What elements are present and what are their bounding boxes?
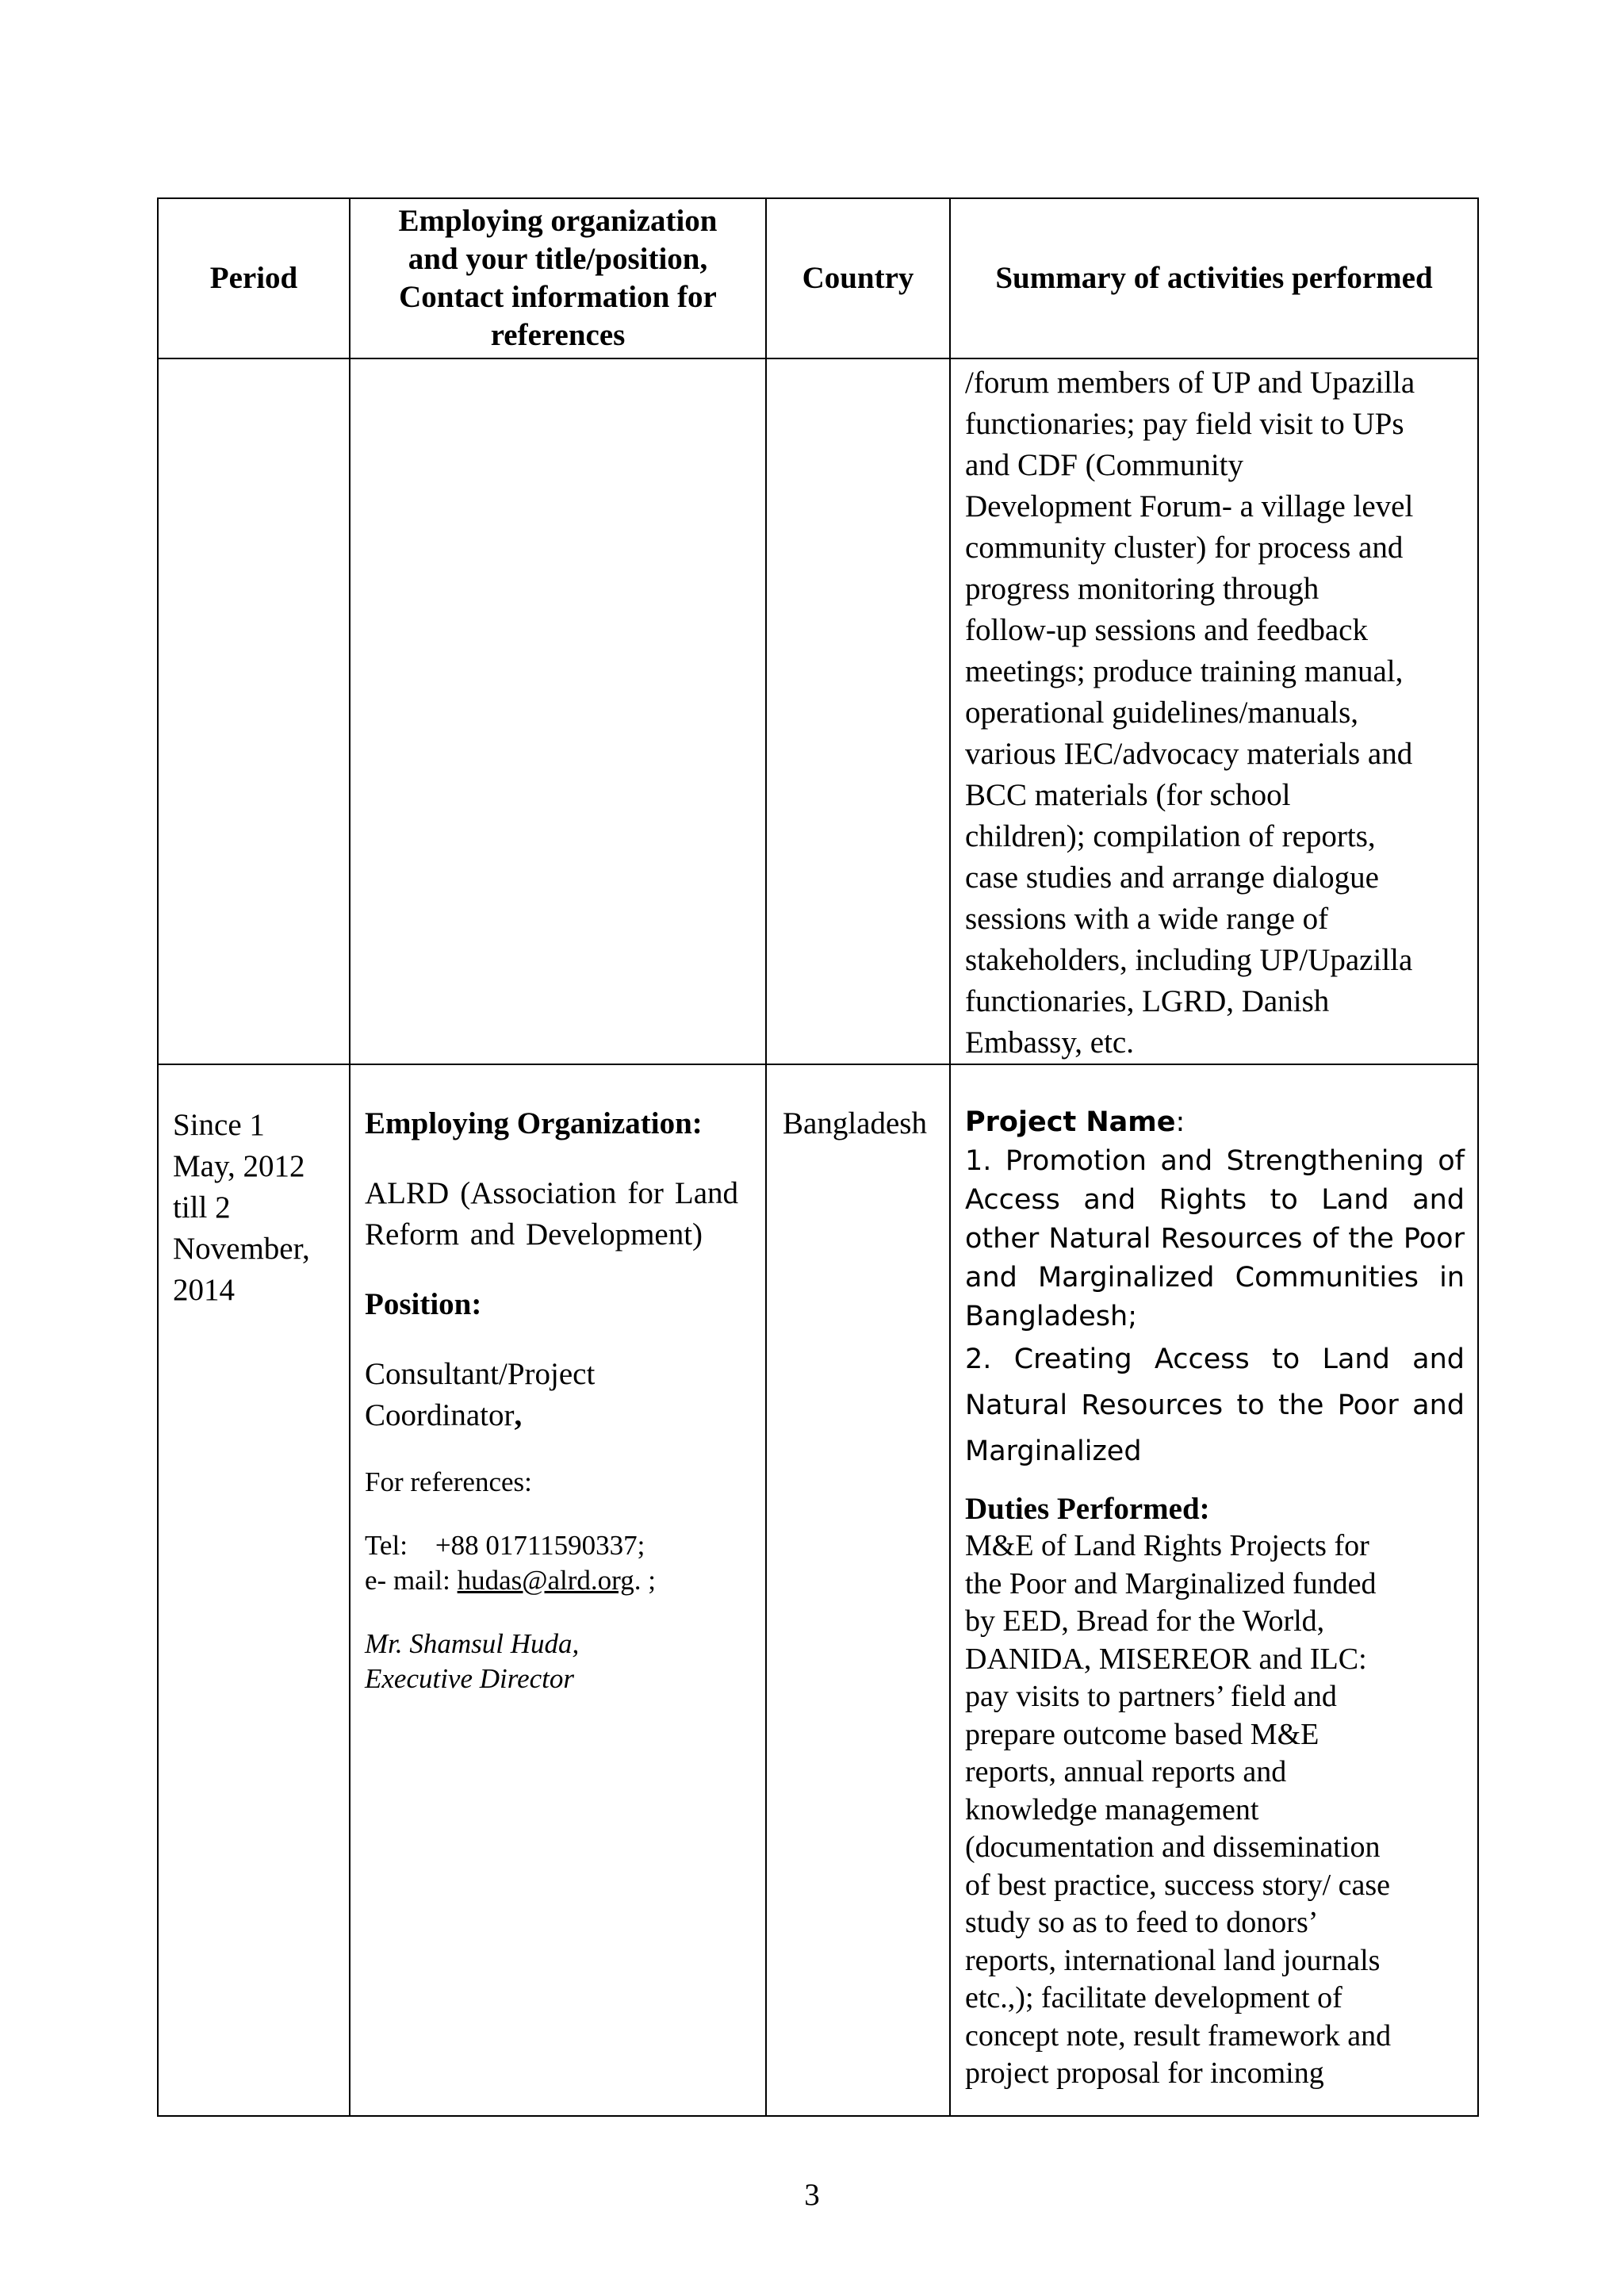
organization-cell-empty [350, 358, 766, 1064]
organization-cell [350, 1064, 766, 2116]
employment-record-table [157, 197, 1479, 2117]
country-name: Bangladesh [783, 1106, 927, 1140]
summary-line: progress monitoring through [965, 572, 1320, 606]
header-period: Period [158, 198, 350, 358]
summary-line: functionaries; pay field visit to UPs [965, 407, 1404, 441]
duties-line: concept note, result framework and [965, 2018, 1392, 2053]
duties-line: (documentation and dissemination [965, 1830, 1381, 1864]
summary-line: children); compilation of reports, [965, 819, 1376, 853]
period-line: November, [173, 1232, 310, 1266]
period-line: Since 1 [173, 1108, 265, 1142]
summary-line: BCC materials (for school [965, 778, 1291, 812]
page-number: 3 [804, 2178, 820, 2212]
project-item-1: 1. Promotion and Strengthening of Access and Rights to Land and other Natural Resources of the Poor and Marginalized Communities in Bangladesh; [965, 1145, 1465, 1332]
table-row-alrd [158, 1064, 1478, 2116]
summary-line: operational guidelines/manuals, [965, 696, 1359, 730]
summary-line: community cluster) for process and [965, 531, 1404, 565]
position-line: Consultant/Project [365, 1357, 596, 1391]
period-cell [158, 1064, 350, 2116]
duties-line: project proposal for incoming [965, 2056, 1324, 2090]
position-label: Position: [365, 1287, 482, 1321]
reference-email: e- mail: hudas@alrd.org. ; [365, 1565, 656, 1596]
period-line: till 2 [173, 1190, 231, 1225]
duties-line: of best practice, success story/ case [965, 1868, 1391, 1902]
header-summary: Summary of activities performed [950, 198, 1478, 358]
period-line: May, 2012 [173, 1149, 305, 1183]
table-row-continuation [158, 358, 1478, 1064]
email-link[interactable]: hudas@alrd.org [457, 1565, 634, 1596]
summary-line: follow-up sessions and feedback [965, 613, 1368, 647]
summary-line: meetings; produce training manual, [965, 654, 1404, 688]
period-cell-empty [158, 358, 350, 1064]
header-org-line: Employing organization [398, 204, 718, 238]
reference-contact-name: Mr. Shamsul Huda, [365, 1628, 580, 1659]
period-line: 2014 [173, 1273, 235, 1307]
position-line: Coordinator, [365, 1398, 523, 1432]
duties-line: M&E of Land Rights Projects for [965, 1529, 1369, 1562]
summary-line: functionaries, LGRD, Danish [965, 984, 1330, 1018]
project-name-label: Project Name [965, 1106, 1176, 1138]
duties-line: by EED, Bread for the World, [965, 1604, 1325, 1638]
summary-line: Embassy, etc. [965, 1025, 1134, 1060]
summary-cell-continuation [950, 358, 1478, 1064]
reference-contact-title: Executive Director [365, 1663, 574, 1694]
country-cell-empty [766, 358, 950, 1064]
table-header-row [158, 198, 1478, 358]
organization-name: ALRD (Association for Land Reform and Development) [365, 1176, 738, 1251]
duties-line: DANIDA, MISEREOR and ILC: [965, 1642, 1367, 1676]
summary-line: case studies and arrange dialogue [965, 861, 1379, 895]
duties-line: reports, international land journals [965, 1943, 1381, 1977]
summary-cell: Project Name: 1. Promotion and Strengthening of Access and Rights to Land and other Natural Resources of the Poor and Marginalized Communities in Bangladesh; 2. Creating Access to Land and Natural Resources to the Poor and Marginalized Duties Performed: M&E of Land Rights Projects for the Poor and Marginalized funded by EED, Bread for the World, DANIDA, MISEREOR and ILC: pay visits to partners’ field and prepare outcome based M&E reports, annual reports and knowledge management (documentation and dissemination of best practice, success story/ case study so as to feed to donors’ reports, international land journals etc.,); facilitate development of concept note, result framework and project proposal for incoming [950, 1064, 1478, 2116]
continuation-summary-text [951, 359, 1477, 1064]
header-organization [350, 198, 766, 358]
references-label: For references: [365, 1466, 532, 1497]
summary-line: and CDF (Community [965, 448, 1244, 482]
duties-line: the Poor and Marginalized funded [965, 1566, 1377, 1600]
header-org-line: Contact information for [399, 280, 717, 314]
summary-line: /forum members of UP and Upazilla [965, 366, 1415, 400]
summary-line: sessions with a wide range of [965, 902, 1329, 936]
reference-tel: Tel: +88 01711590337; [365, 1530, 645, 1561]
employing-organization-label: Employing Organization: [365, 1106, 703, 1140]
duties-line: knowledge management [965, 1792, 1259, 1826]
country-cell [766, 1064, 950, 2116]
header-org-line: and your title/position, [408, 242, 708, 276]
project-item-2: 2. Creating Access to Land and Natural Resources to the Poor and Marginalized [965, 1343, 1465, 1467]
summary-line: stakeholders, including UP/Upazilla [965, 943, 1413, 977]
summary-line: various IEC/advocacy materials and [965, 737, 1413, 771]
summary-line: Development Forum- a village level [965, 489, 1414, 523]
duties-line: prepare outcome based M&E [965, 1717, 1320, 1751]
duties-performed-text [965, 1527, 1465, 2093]
header-org-line: references [490, 318, 626, 352]
duties-line: reports, annual reports and [965, 1755, 1287, 1788]
header-country: Country [766, 198, 950, 358]
duties-line: study so as to feed to donors’ [965, 1906, 1319, 1939]
duties-line: etc.,); facilitate development of [965, 1981, 1342, 2014]
duties-line: pay visits to partners’ field and [965, 1680, 1337, 1713]
duties-performed-label: Duties Performed: [965, 1492, 1210, 1526]
